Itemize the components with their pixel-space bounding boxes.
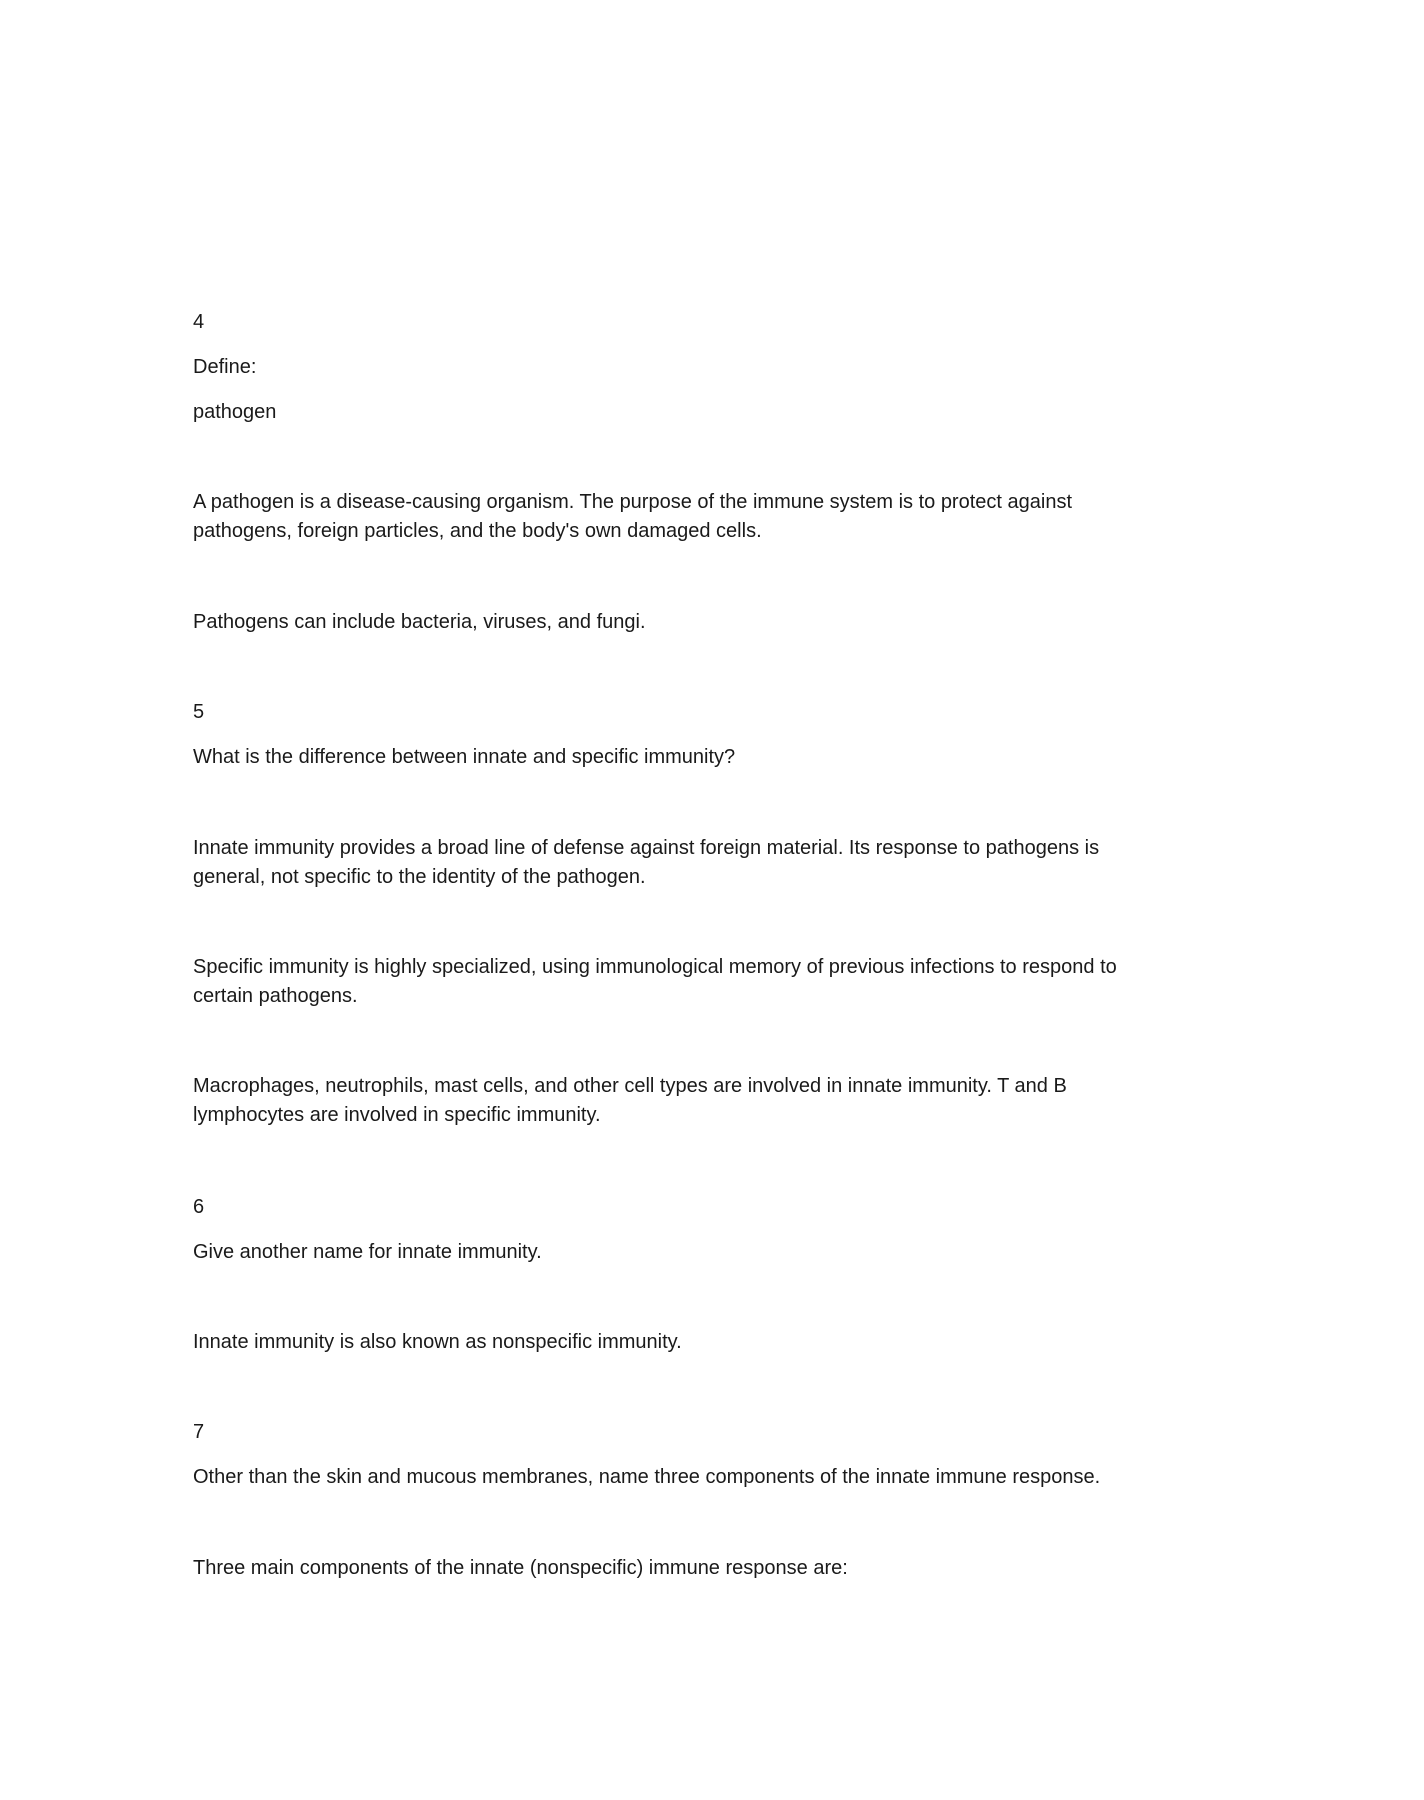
question-number: 7 [193,1421,205,1443]
question-number: 4 [193,311,205,333]
question-text: Other than the skin and mucous membranes, name three components of the innate immune response. [193,1466,1101,1488]
answer-paragraph: A pathogen is a disease-causing organism. The purpose of the immune system is to protect against pathogens, foreign particles, and the body's own damaged cells. [193,491,1073,542]
answer-paragraph: Innate immunity provides a broad line of defense against foreign material. Its response to pathogens is general, not specific to the identity of the pathogen. [193,837,1100,888]
question-number: 5 [193,701,205,723]
question-term: pathogen [193,401,277,423]
question-text: What is the difference between innate and specific immunity? [193,746,736,768]
question-text: Give another name for innate immunity. [193,1241,542,1263]
answer-paragraph: Innate immunity is also known as nonspecific immunity. [193,1331,682,1353]
answer-paragraph: Specific immunity is highly specialized, using immunological memory of previous infections to respond to certain pathogens. [193,956,1117,1007]
answer-paragraph: Three main components of the innate (nonspecific) immune response are: [193,1557,848,1579]
answer-paragraph: Macrophages, neutrophils, mast cells, and other cell types are involved in innate immunity. T and B lymphocytes are involved in specific immunity. [193,1075,1067,1126]
answer-paragraph: Pathogens can include bacteria, viruses, and fungi. [193,611,646,633]
question-prompt: Define: [193,356,257,378]
question-number: 6 [193,1196,205,1218]
